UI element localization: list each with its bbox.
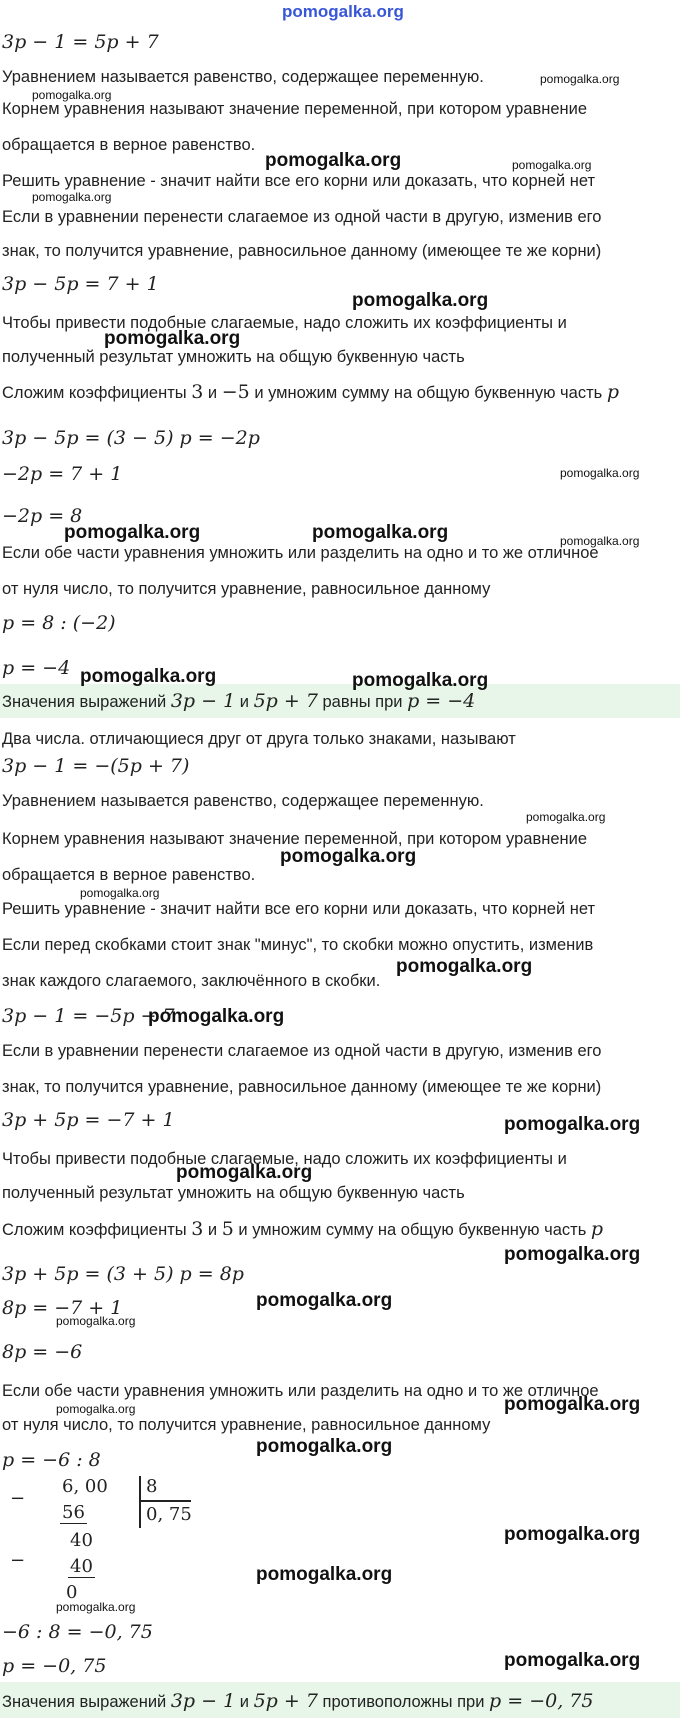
minus-sign: −	[10, 1550, 26, 1571]
equation: p = −4	[2, 657, 71, 679]
definition-text: обращается в верное равенство.	[2, 136, 256, 154]
rule-text: Чтобы привести подобные слагаемые, надо сложить их коэффициенты и	[2, 314, 567, 332]
watermark: pomogalka.org	[256, 1290, 393, 1311]
watermark: pomogalka.org	[32, 88, 112, 102]
equation: −2p = 8	[2, 505, 83, 527]
watermark: pomogalka.org	[148, 1006, 285, 1027]
equation: −2p = 7 + 1	[2, 463, 123, 485]
equation: p = 8 : (−2)	[2, 612, 116, 634]
equation: −6 : 8 = −0, 75	[2, 1621, 153, 1643]
watermark: pomogalka.org	[560, 466, 640, 480]
equation: 3p − 1 = 5p + 7	[2, 31, 159, 53]
watermark: pomogalka.org	[352, 670, 489, 691]
definition-text: обращается в верное равенство.	[2, 866, 256, 884]
watermark: pomogalka.org	[176, 1162, 313, 1183]
rule-text: от нуля число, то получится уравнение, равносильное данному	[2, 580, 491, 598]
rule-text: от нуля число, то получится уравнение, равносильное данному	[2, 1416, 491, 1434]
equation: p = −6 : 8	[2, 1449, 101, 1471]
answer-text: Значения выражений 3p − 1 и 5p + 7 равны при p = −4	[2, 690, 476, 712]
watermark: pomogalka.org	[256, 1564, 393, 1585]
equation: 3p − 5p = 7 + 1	[2, 273, 159, 295]
answer-text: Значения выражений 3p − 1 и 5p + 7 противоположны при p = −0, 75	[2, 1690, 594, 1712]
rule-text: Если обе части уравнения умножить или разделить на одно и то же отличное	[2, 1382, 599, 1400]
watermark: pomogalka.org	[64, 522, 201, 543]
watermark: pomogalka.org	[56, 1600, 136, 1614]
equation: 3p − 5p = (3 − 5) p = −2p	[2, 427, 260, 449]
equation: 8p = −6	[2, 1341, 83, 1363]
definition-text: Решить уравнение - значит найти все его корни или доказать, что корней нет	[2, 900, 596, 918]
rule-text: знак каждого слагаемого, заключённого в скобки.	[2, 972, 381, 990]
definition-text: Два числа. отличающиеся друг от друга только знаками, называют	[2, 730, 516, 748]
rule-text: знак, то получится уравнение, равносильное данному (имеющее те же корни)	[2, 1078, 602, 1096]
watermark: pomogalka.org	[256, 1436, 393, 1457]
watermark: pomogalka.org	[56, 1402, 136, 1416]
dividend: 6, 00	[62, 1476, 108, 1497]
equation: 3p + 5p = −7 + 1	[2, 1109, 175, 1131]
watermark: pomogalka.org	[560, 534, 640, 548]
watermark: pomogalka.org	[80, 666, 217, 687]
quotient: 0, 75	[146, 1504, 192, 1525]
rule-text: полученный результат умножить на общую буквенную часть	[2, 348, 465, 366]
watermark: pomogalka.org	[56, 1314, 136, 1328]
watermark: pomogalka.org	[104, 328, 241, 349]
rule-text: полученный результат умножить на общую буквенную часть	[2, 1184, 465, 1202]
rule-text: Если в уравнении перенести слагаемое из одной части в другую, изменив его	[2, 1042, 602, 1060]
watermark: pomogalka.org	[396, 956, 533, 977]
watermark: pomogalka.org	[282, 2, 404, 21]
watermark: pomogalka.org	[504, 1114, 641, 1135]
definition-text: Корнем уравнения называют значение переменной, при котором уравнение	[2, 100, 588, 118]
divisor: 8	[146, 1476, 158, 1497]
minus-sign: −	[10, 1488, 26, 1509]
rule-text: Если обе части уравнения умножить или разделить на одно и то же отличное	[2, 544, 599, 562]
watermark: pomogalka.org	[504, 1244, 641, 1265]
equation: 8p = −7 + 1	[2, 1297, 123, 1319]
subtrahend: 56	[62, 1502, 85, 1523]
watermark: pomogalka.org	[526, 810, 606, 824]
rule-text: Если перед скобками стоит знак "минус", то скобки можно опустить, изменив	[2, 936, 594, 954]
watermark: pomogalka.org	[352, 290, 489, 311]
equation: 3p − 1 = −(5p + 7)	[2, 755, 190, 777]
definition-text: Уравнением называется равенство, содержащее переменную.	[2, 68, 484, 86]
watermark: pomogalka.org	[280, 846, 417, 867]
equation: 3p − 1 = −5p − 7	[2, 1005, 175, 1027]
watermark: pomogalka.org	[312, 522, 449, 543]
subtrahend: 40	[70, 1556, 93, 1577]
watermark: pomogalka.org	[504, 1650, 641, 1671]
watermark: pomogalka.org	[265, 150, 402, 171]
watermark: pomogalka.org	[80, 886, 160, 900]
rule-text: знак, то получится уравнение, равносильное данному (имеющее те же корни)	[2, 242, 602, 260]
rule-text: Если в уравнении перенести слагаемое из одной части в другую, изменив его	[2, 208, 602, 226]
rule-text: Чтобы привести подобные слагаемые, надо сложить их коэффициенты и	[2, 1150, 567, 1168]
watermark: pomogalka.org	[512, 158, 592, 172]
definition-text: Корнем уравнения называют значение переменной, при котором уравнение	[2, 830, 588, 848]
step-text: Сложим коэффициенты 3 и −5 и умножим сумму на общую буквенную часть p	[2, 381, 619, 403]
equation: p = −0, 75	[2, 1655, 107, 1677]
divisor-line	[141, 1500, 191, 1502]
definition-text: Уравнением называется равенство, содержащее переменную.	[2, 792, 484, 810]
remainder: 40	[70, 1530, 93, 1551]
definition-text: Решить уравнение - значит найти все его корни или доказать, что корней нет	[2, 172, 596, 190]
step-text: Сложим коэффициенты 3 и 5 и умножим сумму на общую буквенную часть p	[2, 1218, 604, 1240]
watermark: pomogalka.org	[32, 190, 112, 204]
watermark: pomogalka.org	[540, 72, 620, 86]
watermark: pomogalka.org	[504, 1524, 641, 1545]
remainder: 0	[66, 1582, 78, 1603]
equation: 3p + 5p = (3 + 5) p = 8p	[2, 1263, 244, 1285]
division-bar	[139, 1476, 141, 1528]
watermark: pomogalka.org	[504, 1394, 641, 1415]
